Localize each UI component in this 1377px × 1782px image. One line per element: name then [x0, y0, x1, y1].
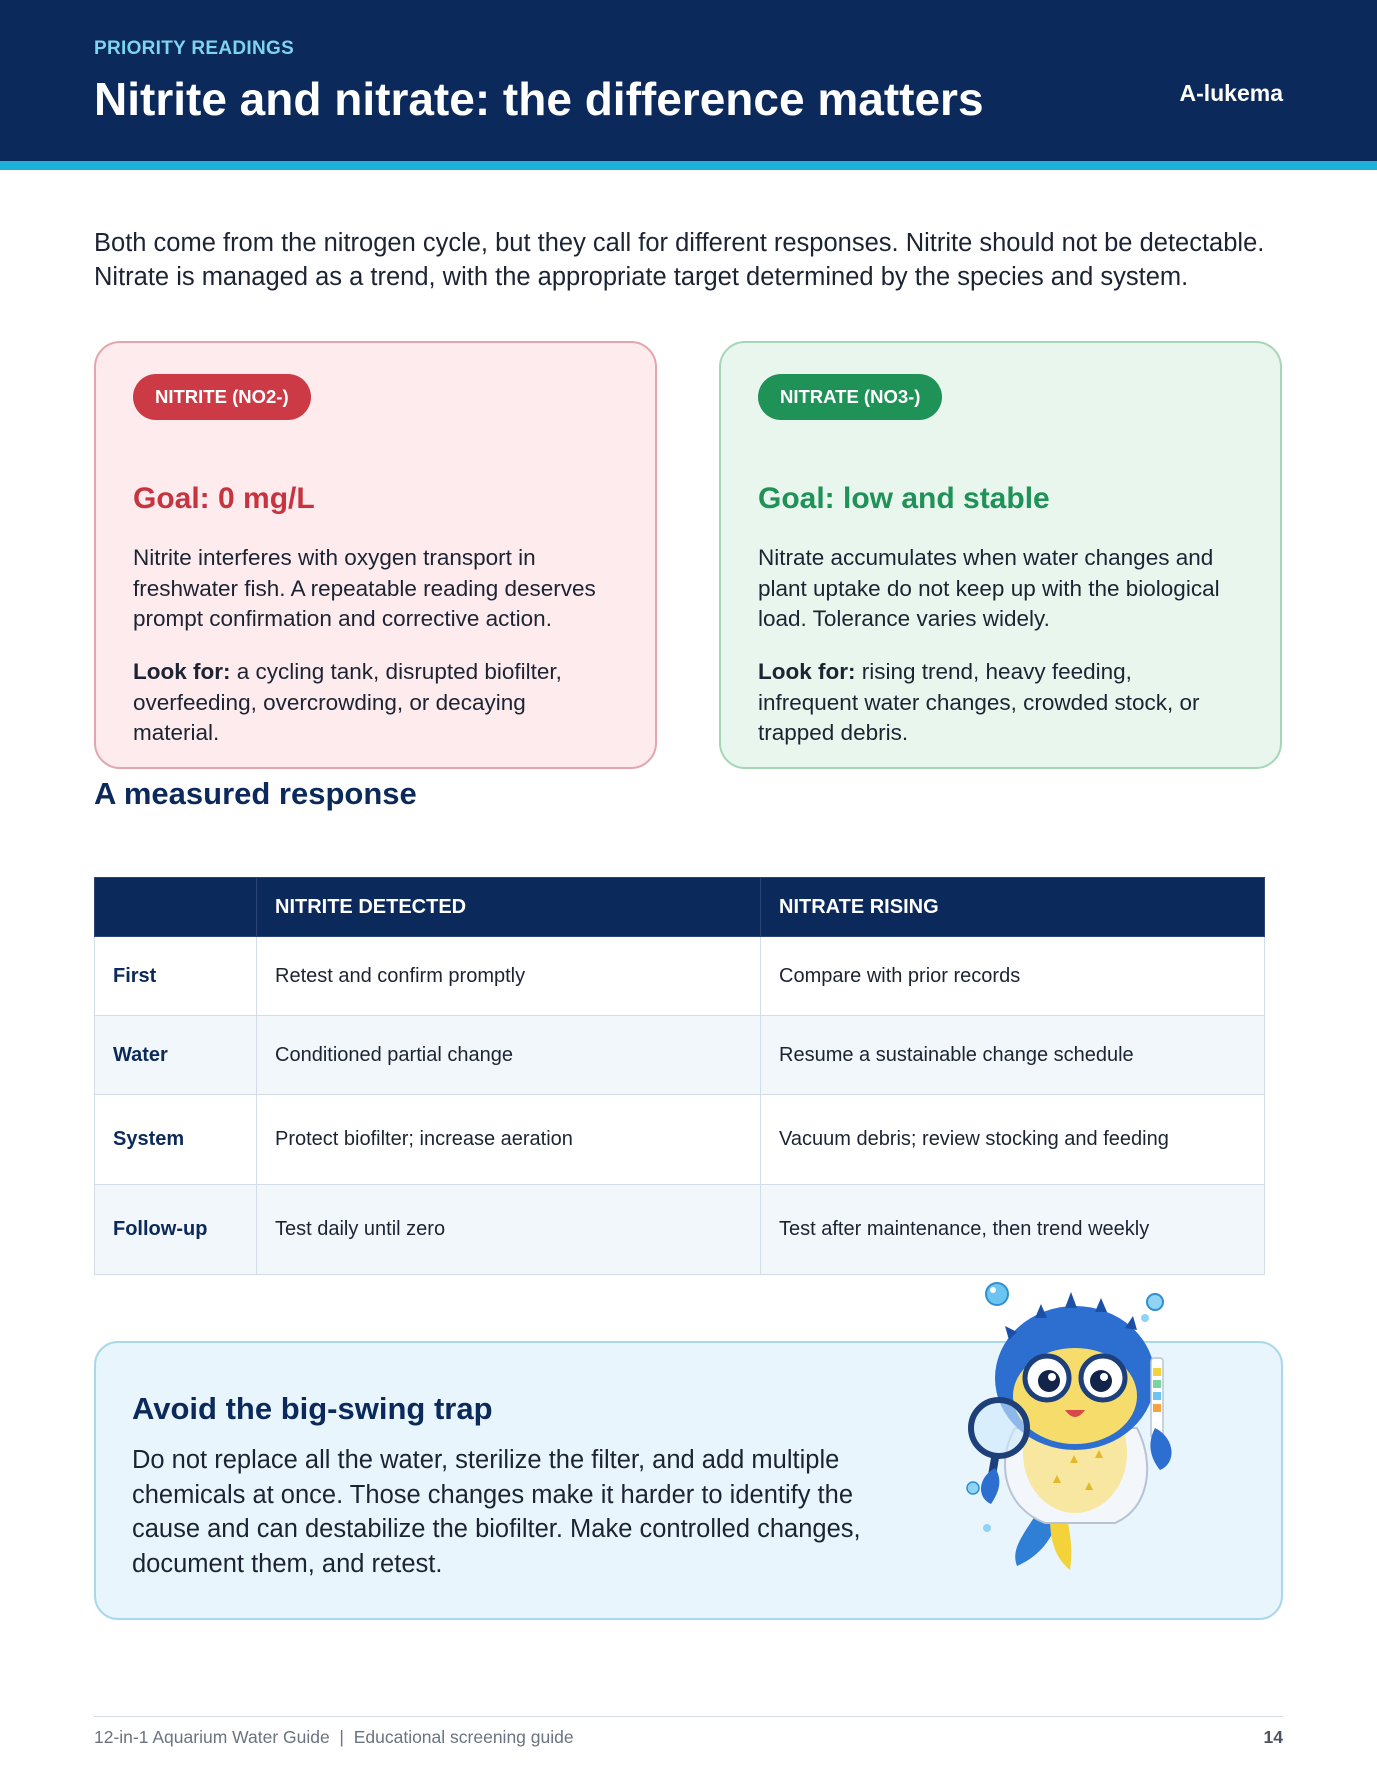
nitrate-cell: Resume a sustainable change schedule	[761, 1016, 1265, 1095]
table-header-blank	[95, 878, 257, 937]
nitrite-cell: Protect biofilter; increase aeration	[257, 1095, 761, 1185]
table-header-nitrate: NITRATE RISING	[761, 878, 1265, 937]
row-label: Water	[95, 1016, 257, 1095]
callout-text: Do not replace all the water, sterilize the filter, and add multiple chemicals at once. Those changes make it harder to identify the cause and can destabilize the biofilter. Make controlled changes, document them, and retest.	[132, 1446, 861, 1578]
nitrite-cell: Retest and confirm promptly	[257, 937, 761, 1016]
nitrite-description: Nitrite interferes with oxygen transport in freshwater fish. A repeatable reading deserves prompt confirmation and corrective action.	[133, 545, 596, 631]
nitrate-badge: NITRATE (NO3-)	[758, 374, 942, 420]
table-row	[95, 1095, 1265, 1185]
table-row	[95, 937, 1265, 1016]
page-number: 14	[1263, 1727, 1283, 1747]
nitrate-look-for-label: Look for:	[758, 659, 856, 684]
footer-text: 12-in-1 Aquarium Water Guide | Educational screening guide	[94, 1727, 574, 1747]
nitrate-description: Nitrate accumulates when water changes and plant uptake do not keep up with the biological load. Tolerance varies widely.	[758, 545, 1220, 631]
nitrate-look-for-text: rising trend, heavy feeding, infrequent water changes, crowded stock, or trapped debris.	[758, 659, 1200, 745]
nitrite-badge: NITRITE (NO2-)	[133, 374, 311, 420]
nitrite-look-for	[133, 657, 613, 749]
page-header	[0, 0, 1377, 161]
row-label: System	[95, 1095, 257, 1185]
row-label: Follow-up	[95, 1185, 257, 1275]
table-header-nitrite: NITRITE DETECTED	[257, 878, 761, 937]
nitrate-cell: Vacuum debris; review stocking and feeding	[761, 1095, 1265, 1185]
footer-divider	[94, 1716, 1283, 1717]
header-accent-stripe	[0, 161, 1377, 170]
nitrite-goal: Goal: 0 mg/L	[133, 482, 315, 515]
nitrite-cell: Conditioned partial change	[257, 1016, 761, 1095]
nitrate-card	[719, 341, 1282, 769]
brand-name: A-lukema	[1179, 80, 1283, 106]
table-row	[95, 1016, 1265, 1095]
intro-paragraph: Both come from the nitrogen cycle, but they call for different responses. Nitrite should not be detectable. Nitrate is managed as a trend, with the appropriate target determined by the species and system.	[94, 229, 1265, 291]
nitrite-look-for-label: Look for:	[133, 659, 231, 684]
table-header-row	[95, 878, 1265, 937]
row-label: First	[95, 937, 257, 1016]
nitrate-look-for	[758, 657, 1238, 749]
response-table	[94, 877, 1265, 1275]
section-eyebrow: PRIORITY READINGS	[94, 38, 295, 59]
nitrate-goal: Goal: low and stable	[758, 482, 1050, 515]
nitrite-cell: Test daily until zero	[257, 1185, 761, 1275]
pufferfish-scientist-icon	[955, 1278, 1195, 1578]
response-section-title: A measured response	[94, 776, 417, 811]
page-title: Nitrite and nitrate: the difference matters	[94, 73, 984, 125]
nitrate-cell: Compare with prior records	[761, 937, 1265, 1016]
nitrate-cell: Test after maintenance, then trend weekly	[761, 1185, 1265, 1275]
nitrite-look-for-text: a cycling tank, disrupted biofilter, overfeeding, overcrowding, or decaying material.	[133, 659, 562, 745]
table-row	[95, 1185, 1265, 1275]
callout-title: Avoid the big-swing trap	[132, 1391, 493, 1426]
nitrite-card	[94, 341, 657, 769]
